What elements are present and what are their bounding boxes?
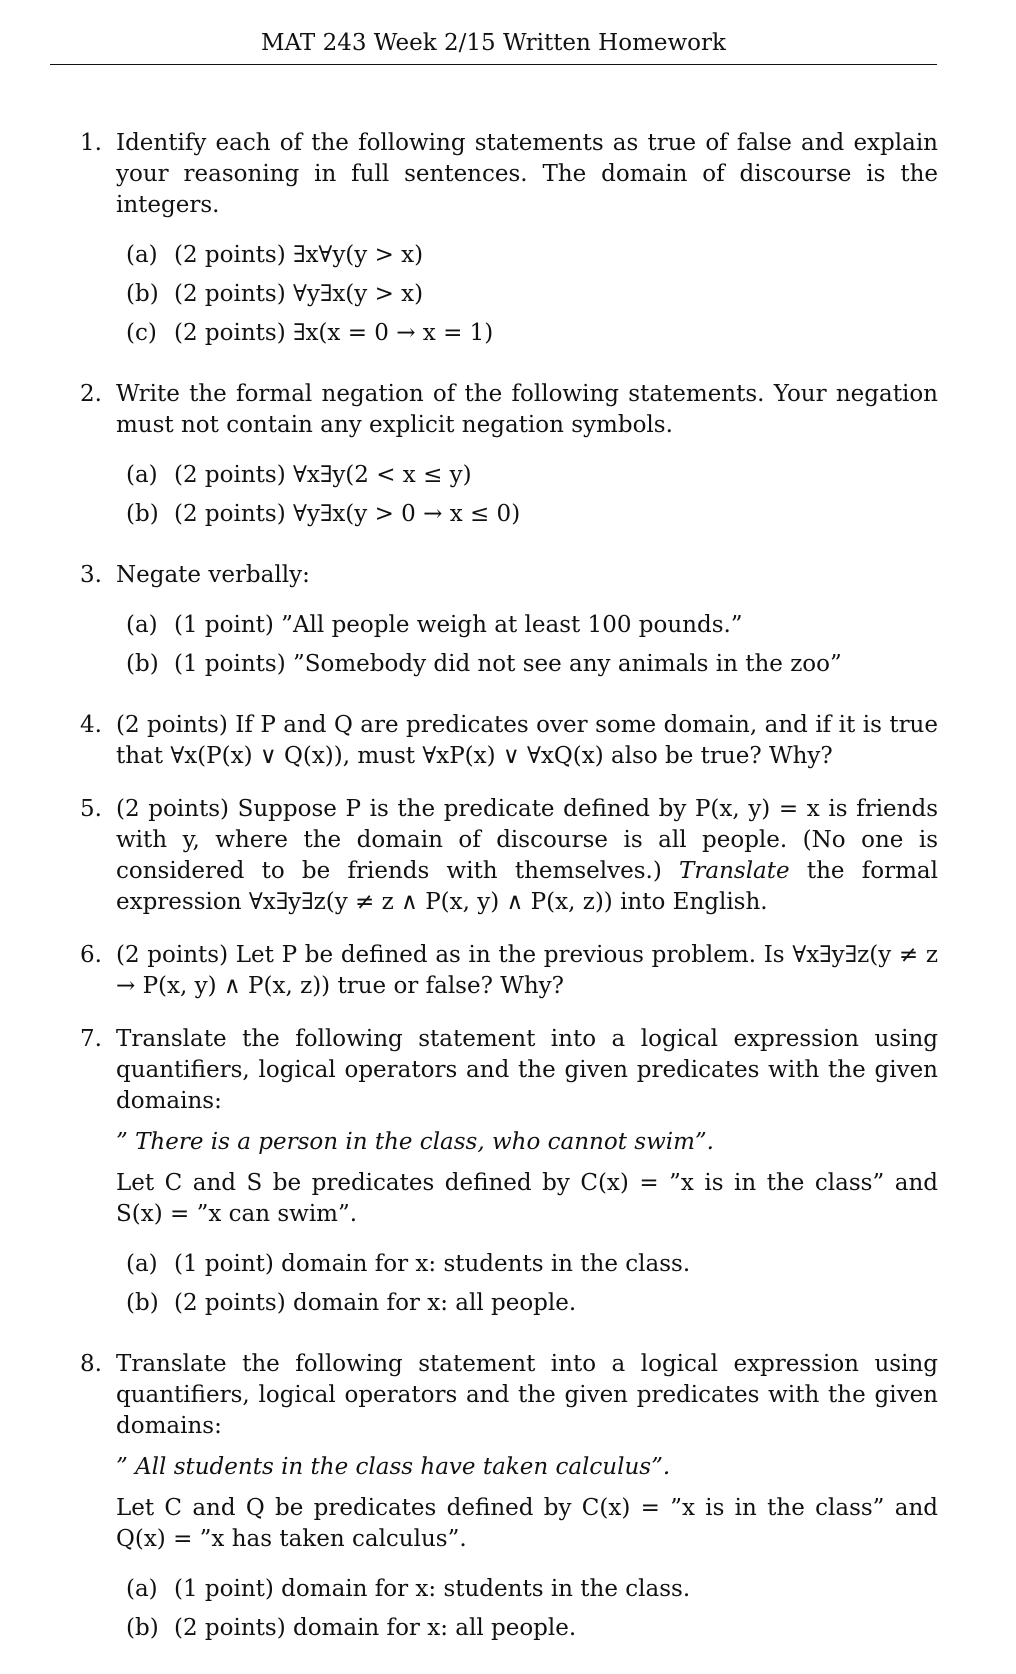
problem-3 xyxy=(80,560,938,688)
problem-number: 2. xyxy=(80,381,102,407)
problem-text-emphasis: Translate xyxy=(679,858,790,884)
problem-number: 8. xyxy=(80,1351,102,1377)
problem-parts xyxy=(126,1574,938,1652)
problem-text: (2 points) Let P be defined as in the previous problem. Is ∀x∃y∃z(y ≠ z → P(x, y) ∧ P(x, z)) true or false? Why? xyxy=(116,942,938,999)
problem-number: 3. xyxy=(80,562,102,588)
problem-definition: Let C and Q be predicates defined by C(x) = ”x is in the class” and Q(x) = ”x has taken calculus”. xyxy=(116,1495,938,1552)
problem-part xyxy=(126,499,938,538)
problem-definition: Let C and S be predicates defined by C(x) = ”x is in the class” and S(x) = ”x can swim”. xyxy=(116,1170,938,1227)
problem-text: Identify each of the following statements as true of false and explain your reasoning in full sentences. The domain of discourse is the integers. xyxy=(116,130,938,218)
problem-4 xyxy=(80,710,938,772)
problem-text: Translate the following statement into a logical expression using quantifiers, logical operators and the given predicates with the given domains: xyxy=(116,1351,938,1439)
problem-parts xyxy=(126,460,938,538)
problem-7 xyxy=(80,1024,938,1327)
problem-part xyxy=(126,649,938,688)
part-label: (a) xyxy=(126,1251,158,1277)
part-label: (b) xyxy=(126,501,159,527)
part-text: (2 points) domain for x: all people. xyxy=(174,1290,577,1316)
problem-5 xyxy=(80,794,938,918)
part-label: (b) xyxy=(126,1290,159,1316)
problem-list xyxy=(80,128,938,1674)
part-label: (a) xyxy=(126,612,158,638)
problem-part xyxy=(126,318,938,357)
problem-parts xyxy=(126,1249,938,1327)
part-text: (2 points) ∃x∀y(y > x) xyxy=(174,242,424,268)
part-text: (1 point) domain for x: students in the class. xyxy=(174,1251,691,1277)
part-text: (2 points) ∃x(x = 0 → x = 1) xyxy=(174,320,494,346)
problem-quote: ” All students in the class have taken calculus”. xyxy=(116,1454,671,1480)
part-label: (b) xyxy=(126,651,159,677)
problem-6 xyxy=(80,940,938,1002)
problem-2 xyxy=(80,379,938,538)
part-label: (b) xyxy=(126,1615,159,1641)
problem-part xyxy=(126,279,938,318)
problem-text: Write the formal negation of the following statements. Your negation must not contain any explicit negation symbols. xyxy=(116,381,938,438)
problem-number: 7. xyxy=(80,1026,102,1052)
part-label: (a) xyxy=(126,462,158,488)
problem-1 xyxy=(80,128,938,357)
problem-part xyxy=(126,460,938,499)
problem-part xyxy=(126,1574,938,1613)
part-label: (b) xyxy=(126,281,159,307)
part-label: (a) xyxy=(126,242,158,268)
part-label: (c) xyxy=(126,320,157,346)
problem-number: 5. xyxy=(80,796,102,822)
problem-text: Translate the following statement into a logical expression using quantifiers, logical operators and the given predicates with the given domains: xyxy=(116,1026,938,1114)
problem-text: Negate verbally: xyxy=(116,562,310,588)
problem-text-before: (2 points) Suppose P is the predicate defined by P(x, y) = x is friends with y, where the domain of discourse is all people. (No one is considered to be friends with themselves.) xyxy=(116,796,938,884)
problem-part xyxy=(126,1288,938,1327)
problem-quote: ” There is a person in the class, who cannot swim”. xyxy=(116,1129,714,1155)
part-text: (1 point) domain for x: students in the class. xyxy=(174,1576,691,1602)
part-text: (2 points) ∀y∃x(y > x) xyxy=(174,281,424,307)
problem-parts xyxy=(126,240,938,357)
problem-text-after: the formal expression ∀x∃y∃z(y ≠ z ∧ P(x, y) ∧ P(x, z)) into English. xyxy=(116,858,938,915)
problem-part xyxy=(126,1249,938,1288)
part-label: (a) xyxy=(126,1576,158,1602)
part-text: (1 point) ”All people weigh at least 100 pounds.” xyxy=(174,612,743,638)
problem-text: (2 points) If P and Q are predicates over some domain, and if it is true that ∀x(P(x) ∨ Q(x)), must ∀xP(x) ∨ ∀xQ(x) also be true? Why? xyxy=(116,712,938,769)
page-header xyxy=(50,28,937,65)
problem-part xyxy=(126,1613,938,1652)
problem-text xyxy=(116,794,938,918)
problem-part xyxy=(126,240,938,279)
problem-number: 6. xyxy=(80,942,102,968)
problem-number: 4. xyxy=(80,712,102,738)
part-text: (2 points) ∀x∃y(2 < x ≤ y) xyxy=(174,462,472,488)
part-text: (2 points) ∀y∃x(y > 0 → x ≤ 0) xyxy=(174,501,521,527)
problem-8 xyxy=(80,1349,938,1652)
problem-parts xyxy=(126,610,938,688)
problem-number: 1. xyxy=(80,130,102,156)
problem-part xyxy=(126,610,938,649)
document-title: MAT 243 Week 2/15 Written Homework xyxy=(261,30,726,56)
part-text: (1 points) ”Somebody did not see any animals in the zoo” xyxy=(174,651,842,677)
part-text: (2 points) domain for x: all people. xyxy=(174,1615,577,1641)
